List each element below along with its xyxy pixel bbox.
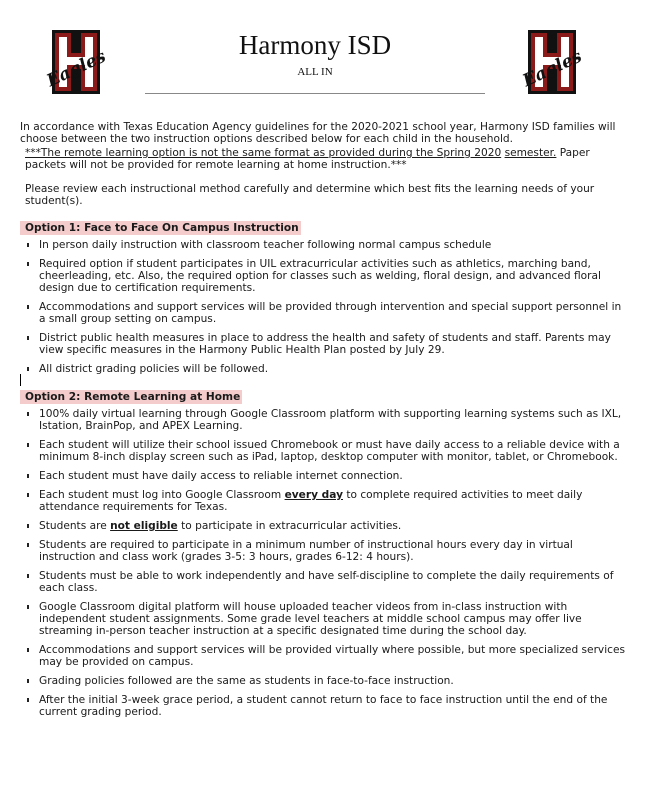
svg-text:Eagles: Eagles xyxy=(43,46,110,92)
list-item-text: to participate in extracurricular activities. xyxy=(177,520,402,532)
bullet-icon xyxy=(27,698,29,702)
bullet-icon xyxy=(27,367,29,371)
list-item xyxy=(20,694,630,718)
list-item xyxy=(20,408,630,432)
bullet-icon xyxy=(27,679,29,683)
remote-notice xyxy=(20,147,630,171)
list-item xyxy=(20,601,630,637)
bullet-icon xyxy=(27,524,29,528)
list-item xyxy=(20,539,630,563)
list-item-text: 100% daily virtual learning through Google Classroom platform with supporting learning systems such as IXL, Istation, BrainPop, and APEX Learning. xyxy=(39,408,622,432)
list-item-text: Required option if student participates in UIL extracurricular activities such as athletics, marching band, cheerleading, etc. Also, the required option for classes such as welding, floral design, and advanced floral design due to certification requirements. xyxy=(39,258,601,294)
bullet-icon xyxy=(27,648,29,652)
list-item-text: All district grading policies will be followed. xyxy=(39,363,269,375)
list-item-text: After the initial 3-week grace period, a student cannot return to face to face instruction until the end of the current grading period. xyxy=(39,694,608,718)
bullet-icon xyxy=(27,412,29,416)
option-2-title: Option 2: Remote Learning at Home xyxy=(20,390,242,404)
list-item xyxy=(20,520,630,532)
list-item-text: Each student must have daily access to reliable internet connection. xyxy=(39,470,403,482)
bullet-icon xyxy=(27,243,29,247)
list-item xyxy=(20,301,630,325)
document-header xyxy=(0,0,651,100)
bullet-icon xyxy=(27,493,29,497)
emphasis-text: not eligible xyxy=(110,520,178,532)
tagline: ALL IN xyxy=(297,66,333,78)
page-title: Harmony ISD xyxy=(238,30,392,60)
list-item-text: Each student must log into Google Classroom xyxy=(39,489,285,501)
list-item-text: Accommodations and support services will be provided virtually where possible, but more specialized services may be provided on campus. xyxy=(39,644,626,668)
list-item xyxy=(20,258,630,294)
notice-underlined: ***The remote learning option is not the same format as provided during the Spring 2020 xyxy=(25,147,502,159)
list-item xyxy=(20,489,630,513)
bullet-icon xyxy=(27,305,29,309)
list-item-text: Students must be able to work independently and have self-discipline to complete the daily requirements of each class. xyxy=(39,570,614,594)
bullet-icon xyxy=(27,543,29,547)
bullet-icon xyxy=(27,605,29,609)
document-body xyxy=(20,121,630,725)
list-item xyxy=(20,239,630,251)
eagles-h-logo-icon xyxy=(512,28,592,96)
list-item xyxy=(20,570,630,594)
bullet-icon xyxy=(27,574,29,578)
list-item xyxy=(20,675,630,687)
bullet-icon xyxy=(27,443,29,447)
list-item xyxy=(20,363,630,375)
header-divider xyxy=(145,93,485,94)
intro-paragraph: In accordance with Texas Education Agency guidelines for the 2020-2021 school year, Harmony ISD families will choose between the two instruction options described below for each child in the household. xyxy=(20,121,616,145)
list-item xyxy=(20,332,630,356)
option-1-title: Option 1: Face to Face On Campus Instruction xyxy=(20,221,301,235)
list-item-text: Students are required to participate in a minimum number of instructional hours every day in virtual instruction and class work (grades 3-5: 3 hours, grades 6-12: 4 hours). xyxy=(39,539,573,563)
bullet-icon xyxy=(27,474,29,478)
option-2-list xyxy=(20,408,630,718)
list-item-text: District public health measures in place to address the health and safety of students and staff. Parents may view specific measures in the Harmony Public Health Plan posted by July 29. xyxy=(39,332,611,356)
list-item xyxy=(20,644,630,668)
review-paragraph: Please review each instructional method carefully and determine which best fits the learning needs of your student(s). xyxy=(25,183,595,207)
svg-text:Eagles: Eagles xyxy=(519,46,586,92)
list-item-text: Accommodations and support services will be provided through intervention and special support personnel in a small group setting on campus. xyxy=(39,301,622,325)
option-2-section xyxy=(20,390,630,718)
list-item xyxy=(20,470,630,482)
notice-underlined-semester: semester. xyxy=(504,147,557,159)
option-1-list xyxy=(20,239,630,375)
list-item-text: In person daily instruction with classroom teacher following normal campus schedule xyxy=(39,239,492,251)
list-item-text: Google Classroom digital platform will house uploaded teacher videos from in-class instruction with independent student assignments. Some grade level teachers at middle school campus may offer live streaming in-person teacher instruction at a specific designated time during the school day. xyxy=(39,601,582,637)
list-item-text: Each student will utilize their school issued Chromebook or must have daily access to a reliable device with a minimum 8-inch display screen such as iPad, laptop, desktop computer with monitor, tablet, or Chromebook. xyxy=(39,439,620,463)
emphasis-text: every day xyxy=(284,489,343,501)
notice-rest: Paper packets will not be provided for remote learning at home instruction.*** xyxy=(25,147,590,171)
bullet-icon xyxy=(27,336,29,340)
list-item-text: Students are xyxy=(39,520,111,532)
list-item xyxy=(20,439,630,463)
bullet-icon xyxy=(27,262,29,266)
list-item-text: to complete required activities to meet daily attendance requirements for Texas. xyxy=(39,489,583,513)
text-cursor xyxy=(20,374,21,386)
option-1-section xyxy=(20,221,630,375)
list-item-text: Grading policies followed are the same as students in face-to-face instruction. xyxy=(39,675,454,687)
eagles-h-logo-icon xyxy=(36,28,116,96)
